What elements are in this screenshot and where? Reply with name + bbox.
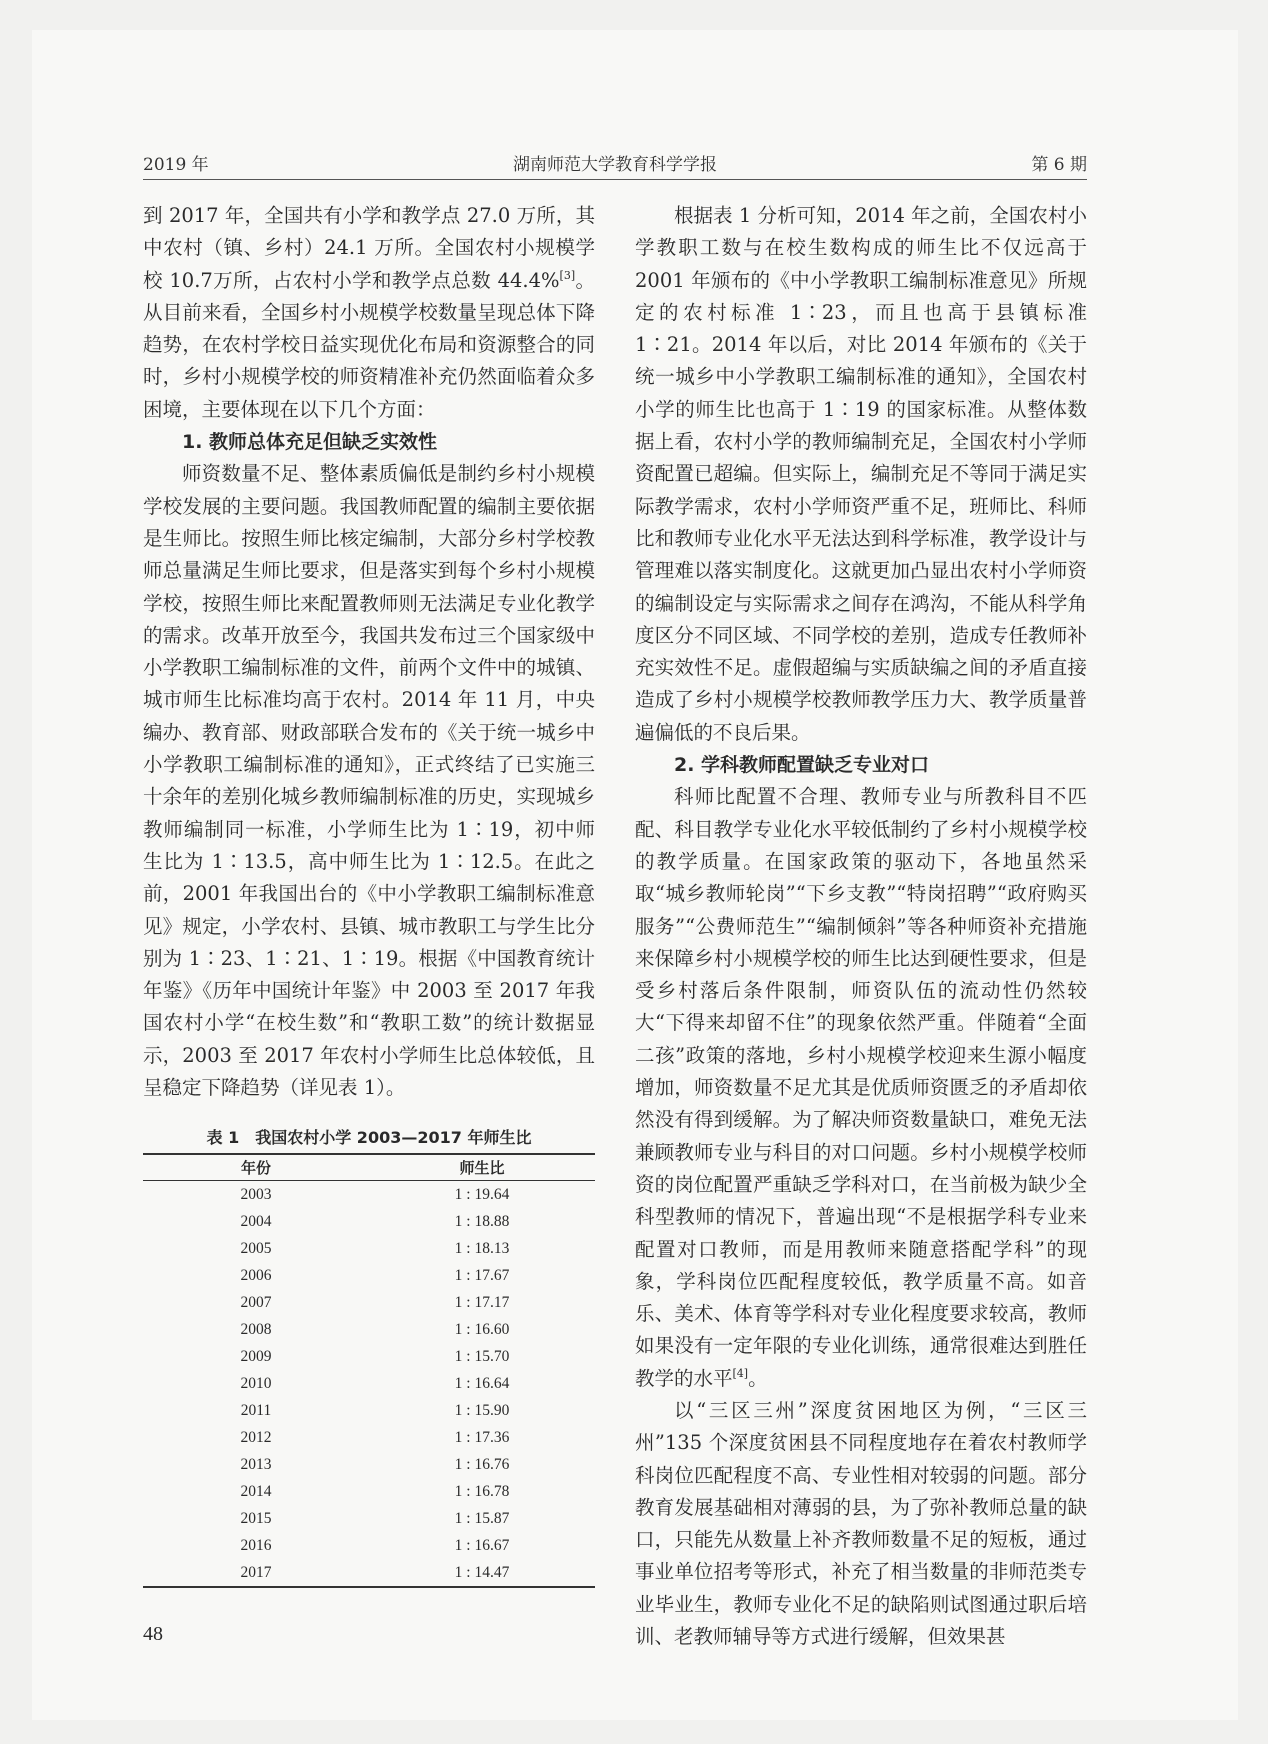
table-cell-year: 2015 <box>240 1509 272 1527</box>
table-cell-ratio: 1 : 18.88 <box>454 1212 510 1230</box>
header-year: 2019 年 <box>143 155 209 175</box>
table-cell-year: 2009 <box>240 1347 272 1365</box>
table-cell-ratio: 1 : 19.64 <box>454 1185 510 1203</box>
ratio-table <box>143 1153 595 1588</box>
table-row <box>143 1397 595 1424</box>
right-paragraph-2 <box>635 781 1087 1395</box>
right-paragraph-3: 以“三区三州”深度贫困地区为例，“三区三州”135 个深度贫困县不同程度地存在着农村教师学科岗位匹配程度不高、专业性相对较弱的问题。部分教育发展基础相对薄弱的县，为了弥补教师总量的缺口，只能先从数量上补齐教师数量不足的短板，通过事业单位招考等形式，补充了相当数量的非师范类专业毕业生，教师专业化不足的缺陷则试图通过职后培训、老教师辅导等方式进行缓解，但效果甚 <box>635 1398 1087 1649</box>
table-cell-ratio: 1 : 14.47 <box>454 1563 510 1581</box>
section-heading-2-text: 2. 学科教师配置缺乏专业对口 <box>674 754 930 777</box>
table-cell-ratio: 1 : 17.17 <box>454 1293 510 1311</box>
section-heading-1-text: 1. 教师总体充足但缺乏实效性 <box>182 431 438 454</box>
table-header-row <box>143 1154 595 1181</box>
table-cell-year: 2017 <box>240 1563 272 1581</box>
table-row <box>143 1235 595 1262</box>
table-header-year: 年份 <box>240 1159 271 1177</box>
running-header <box>143 146 1087 176</box>
left-paragraph-1-text: 到 2017 年，全国共有小学和教学点 27.0 万所，其中农村（镇、乡村）24.1 万所。全国农村小规模学校 10.7万所，占农村小学和教学点总数 44.4% <box>143 204 595 292</box>
table-cell-year: 2005 <box>240 1239 272 1257</box>
table-cell-year: 2003 <box>240 1185 272 1203</box>
table-cell-year: 2013 <box>240 1455 272 1473</box>
section-heading-1 <box>143 426 595 458</box>
table-cell-ratio: 1 : 16.76 <box>454 1455 510 1473</box>
table-row <box>143 1370 595 1397</box>
table-cell-ratio: 1 : 16.67 <box>454 1536 510 1554</box>
table-row <box>143 1451 595 1478</box>
table-cell-ratio: 1 : 16.60 <box>454 1320 510 1338</box>
table-cell-year: 2007 <box>240 1293 272 1311</box>
right-paragraph-2-text: 科师比配置不合理、教师专业与所教科目不匹配、科目教学专业化水平较低制约了乡村小规模学校的教学质量。在国家政策的驱动下，各地虽然采取“城乡教师轮岗”“下乡支教”“特岗招聘”“政府购买服务”“公费师范生”“编制倾斜”等各种师资补充措施来保障乡村小规模学校的师生比达到硬性要求，但是受乡村落后条件限制，师资队伍的流动性仍然较大“下得来却留不住”的现象依然严重。伴随着“全面二孩”政策的落地，乡村小规模学校迎来生源小幅度增加，师资数量不足尤其是优质师资匮乏的矛盾却依然没有得到缓解。为了解决师资数量缺口，难免无法兼顾教师专业与科目的对口问题。乡村小规模学校师资的岗位配置严重缺乏学科对口，在当前极为缺少全科型教师的情况下，普遍出现“不是根据学科专业来配置对口教师，而是用教师来随意搭配学科”的现象，学科岗位匹配程度较低，教学质量不高。如音乐、美术、体育等学科对专业化程度要求较高，教师如果没有一定年限的专业化训练，通常很难达到胜任教学的水平 <box>635 785 1087 1390</box>
table-row <box>143 1343 595 1370</box>
table-row <box>143 1505 595 1532</box>
table-cell-ratio: 1 : 16.64 <box>454 1374 510 1392</box>
table-row <box>143 1262 595 1289</box>
table-caption: 表 1 我国农村小学 2003—2017 年师生比 <box>206 1128 532 1147</box>
table-cell-ratio: 1 : 18.13 <box>454 1239 510 1257</box>
table-cell-year: 2006 <box>240 1266 272 1284</box>
table-cell-ratio: 1 : 15.70 <box>454 1347 510 1365</box>
table-row <box>143 1181 595 1209</box>
table-cell-year: 2016 <box>240 1536 272 1554</box>
table-cell-year: 2012 <box>240 1428 272 1446</box>
right-paragraph-2-tail: 。 <box>748 1366 768 1390</box>
table-cell-ratio: 1 : 16.78 <box>454 1482 510 1500</box>
table-row <box>143 1478 595 1505</box>
table-row <box>143 1532 595 1559</box>
table-row <box>143 1316 595 1343</box>
left-paragraph-1-tail: 。从目前来看，全国乡村小规模学校数量呈现总体下降趋势，在农村学校日益实现优化布局和资源整合的同时，乡村小规模学校的师资精准补充仍然面临着众多困境，主要体现在以下几个方面： <box>143 268 595 421</box>
table-row <box>143 1289 595 1316</box>
table-cell-year: 2011 <box>240 1401 272 1419</box>
header-journal-title: 湖南师范大学教育科学学报 <box>513 155 717 175</box>
section-heading-2 <box>635 749 1087 781</box>
table-cell-ratio: 1 : 15.90 <box>454 1401 510 1419</box>
table-cell-ratio: 1 : 17.36 <box>454 1428 510 1446</box>
table-row <box>143 1559 595 1587</box>
citation-4: [4] <box>732 1366 749 1380</box>
table-header-ratio: 师生比 <box>459 1159 505 1177</box>
citation-3: [3] <box>559 268 576 282</box>
table-cell-ratio: 1 : 15.87 <box>454 1509 510 1527</box>
header-rule <box>143 179 1087 180</box>
left-column <box>143 200 595 1104</box>
table-cell-ratio: 1 : 17.67 <box>454 1266 510 1284</box>
header-issue: 第 6 期 <box>1031 155 1087 175</box>
left-paragraph-2: 师资数量不足、整体素质偏低是制约乡村小规模学校发展的主要问题。我国教师配置的编制主要依据是生师比。按照生师比核定编制，大部分乡村学校教师总量满足生师比要求，但是落实到每个乡村小规模学校，按照生师比来配置教师则无法满足专业化教学的需求。改革开放至今，我国共发布过三个国家级中小学教职工编制标准的文件，前两个文件中的城镇、城市师生比标准均高于农村。2014 年 11 月，中央编办、教育部、财政部联合发布的《关于统一城乡中小学教职工编制标准的通知》，正式终结了已实施三十余年的差别化城乡教师编制标准的历史，实现城乡教师编制同一标准，小学师生比为 1∶19，初中师生比为 1∶13.5，高中师生比为 1∶12.5。在此之前，2001 年我国出台的《中小学教职工编制标准意见》规定，小学农村、县镇、城市教职工与学生比分别为 1∶23、1∶21、1∶19。根据《中国教育统计年鉴》《历年中国统计年鉴》中 2003 至 2017 年我国农村小学“在校生数”和“教职工数”的统计数据显示，2003 至 2017 年农村小学师生比总体较低，且呈稳定下降趋势（详见表 1）。 <box>143 462 595 1100</box>
right-paragraph-1: 根据表 1 分析可知，2014 年之前，全国农村小学教职工数与在校生数构成的师生比不仅远高于 2001 年颁布的《中小学教职工编制标准意见》所规定的农村标准 1∶23，而且也高于县镇标准 1∶21。2014 年以后，对比 2014 年颁布的《关于统一城乡中小学教职工编制标准的通知》，全国农村小学的师生比也高于 1∶19 的国家标准。从整体数据上看，农村小学的教师编制充足，全国农村小学师资配置已超编。但实际上，编制充足不等同于满足实际教学需求，农村小学师资严重不足，班师比、科师比和教师专业化水平无法达到科学标准，教学设计与管理难以落实制度化。这就更加凸显出农村小学师资的编制设定与实际需求之间存在鸿沟，不能从科学角度区分不同区域、不同学校的差别，造成专任教师补充实效性不足。虚假超编与实质缺编之间的矛盾直接造成了乡村小规模学校教师教学压力大、教学质量普遍偏低的不良后果。 <box>635 204 1087 744</box>
table-cell-year: 2008 <box>240 1320 272 1338</box>
table-row <box>143 1424 595 1451</box>
page-number: 48 <box>143 1623 163 1645</box>
table-cell-year: 2004 <box>240 1212 272 1230</box>
right-column <box>635 200 1087 1653</box>
left-paragraph-1 <box>143 200 595 426</box>
table-cell-year: 2014 <box>240 1482 272 1500</box>
table-cell-year: 2010 <box>240 1374 272 1392</box>
table-row <box>143 1208 595 1235</box>
